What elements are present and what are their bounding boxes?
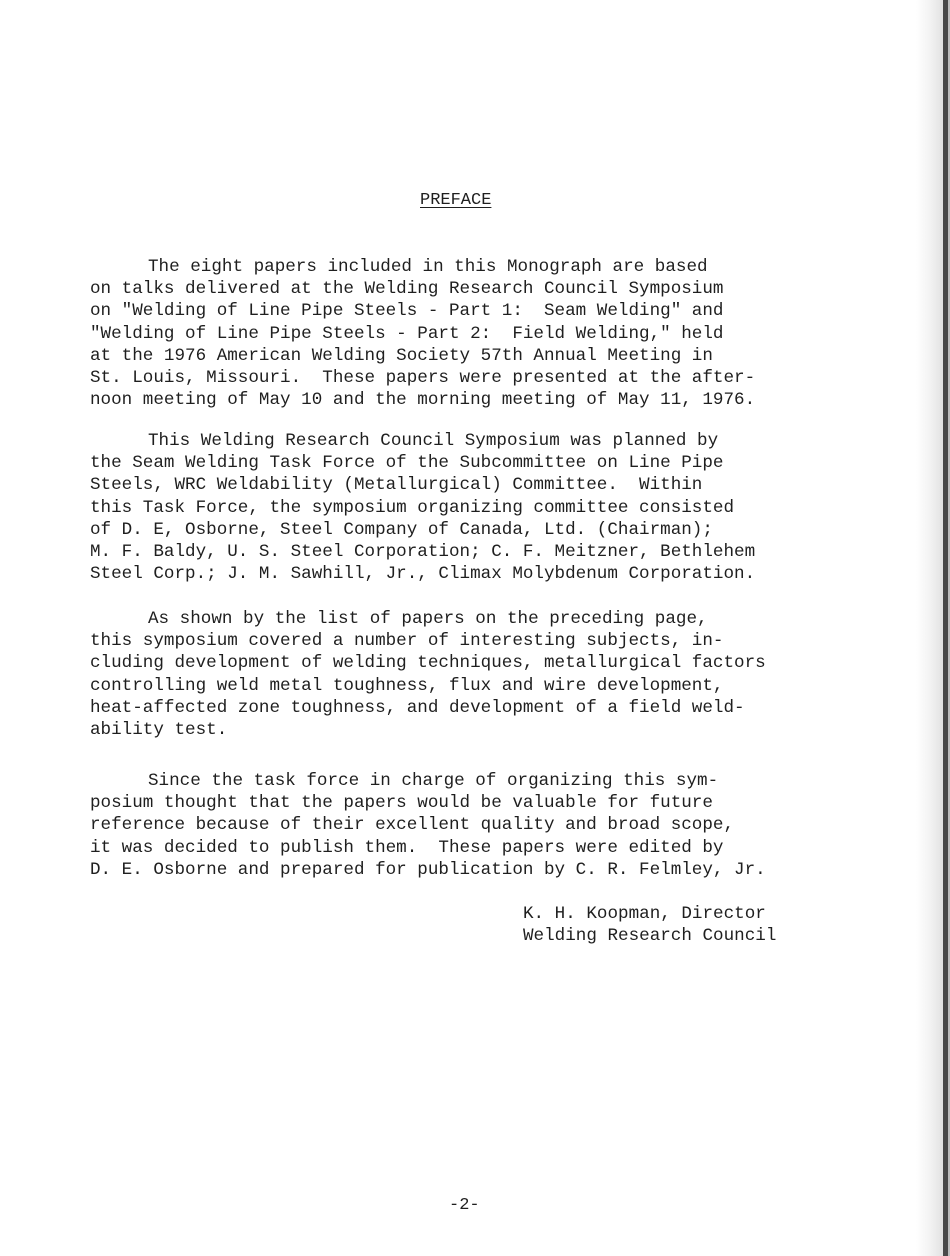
paragraph-line: posium thought that the papers would be valuable for future (90, 793, 713, 814)
paragraph-line: it was decided to publish them. These papers were edited by (90, 837, 724, 858)
page-title: PREFACE (420, 191, 492, 210)
paragraph-line: The eight papers included in this Monograph are based (148, 257, 708, 277)
paragraph-line: noon meeting of May 10 and the morning meeting of May 11, 1976. (90, 390, 756, 411)
paragraph-3 (90, 608, 850, 741)
signature-organization: Welding Research Council (523, 926, 777, 947)
paragraph-line: reference because of their excellent quality and broad scope, (90, 815, 735, 836)
paragraph-line: ability test. (90, 720, 228, 741)
paragraph-4 (90, 770, 850, 881)
paragraph-line: this symposium covered a number of interesting subjects, in- (90, 631, 724, 652)
paragraph-line: St. Louis, Missouri. These papers were presented at the after- (90, 368, 756, 389)
page-number: -2- (449, 1196, 480, 1215)
paragraph-line: on "Welding of Line Pipe Steels - Part 1: Seam Welding" and (90, 301, 724, 322)
paragraph-2 (90, 430, 850, 585)
paragraph-line: As shown by the list of papers on the preceding page, (148, 609, 708, 629)
paragraph-line: This Welding Research Council Symposium was planned by (148, 431, 719, 451)
paragraph-line: controlling weld metal toughness, flux and wire development, (90, 675, 724, 696)
paragraph-line: Steels, WRC Weldability (Metallurgical) Committee. Within (90, 475, 703, 496)
paragraph-line: M. F. Baldy, U. S. Steel Corporation; C. F. Meitzner, Bethlehem (90, 542, 756, 563)
paragraph-line: the Seam Welding Task Force of the Subcommittee on Line Pipe (90, 453, 724, 474)
paragraph-line: Since the task force in charge of organizing this sym- (148, 771, 719, 791)
paragraph-line: this Task Force, the symposium organizing committee consisted (90, 497, 735, 518)
paragraph-line: cluding development of welding techniques, metallurgical factors (90, 653, 766, 674)
paragraph-1 (90, 256, 850, 411)
paragraph-line: Steel Corp.; J. M. Sawhill, Jr., Climax Molybdenum Corporation. (90, 564, 756, 585)
paragraph-line: at the 1976 American Welding Society 57th Annual Meeting in (90, 345, 713, 366)
paragraph-line: on talks delivered at the Welding Research Council Symposium (90, 279, 724, 300)
paragraph-line: D. E. Osborne and prepared for publication by C. R. Felmley, Jr. (90, 859, 766, 880)
paragraph-line: of D. E, Osborne, Steel Company of Canada, Ltd. (Chairman); (90, 519, 713, 540)
signature-name: K. H. Koopman, Director (523, 904, 766, 924)
paragraph-line: heat-affected zone toughness, and development of a field weld- (90, 697, 745, 718)
paragraph-line: "Welding of Line Pipe Steels - Part 2: Field Welding," held (90, 323, 724, 344)
signature-block (523, 903, 776, 947)
